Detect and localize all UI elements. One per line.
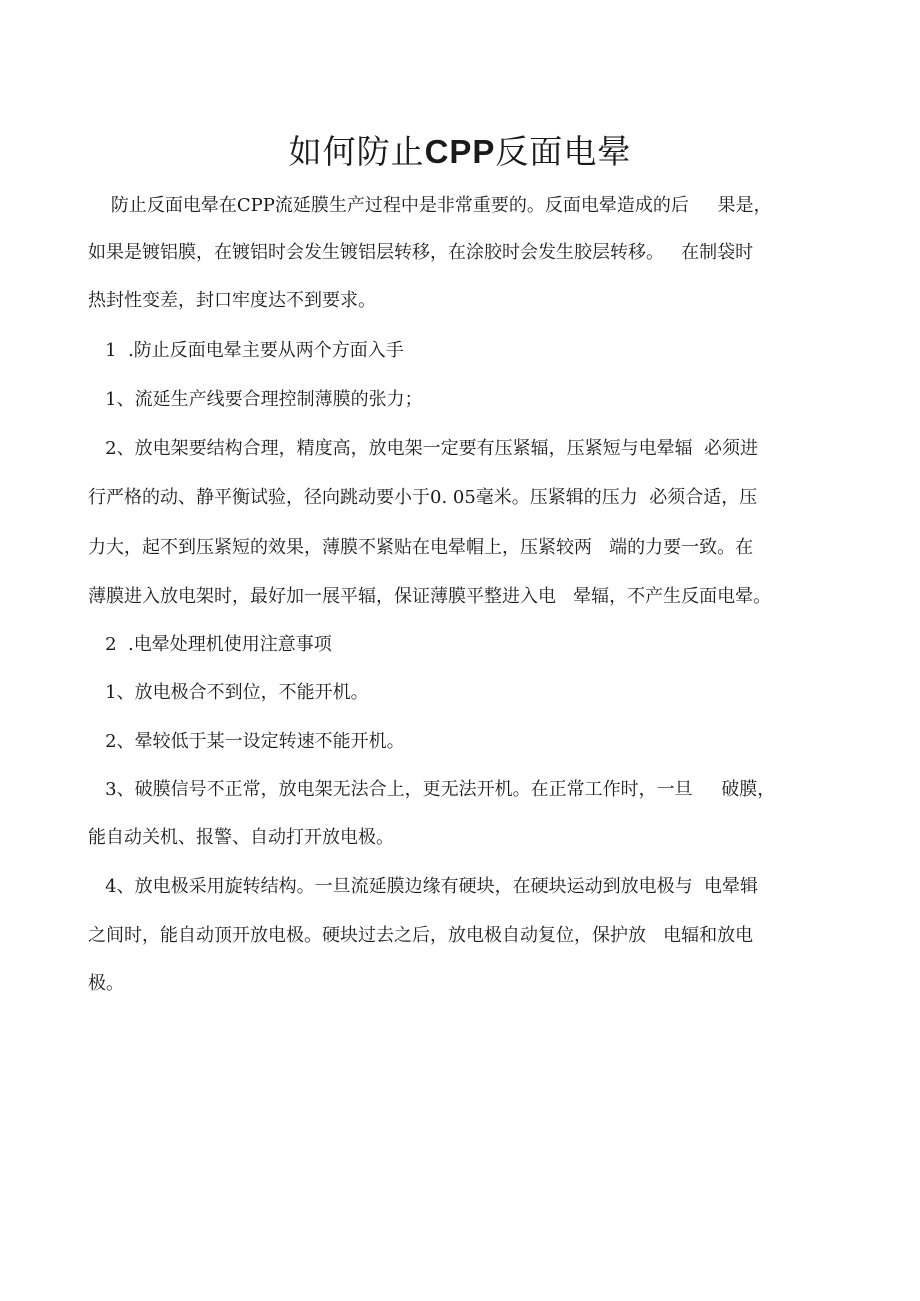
list-item-2-3-line-1: 3、破膜信号不正常，放电架无法合上，更无法开机。在正常工作时，一旦 破膜， xyxy=(88,779,776,800)
list-item-2-2: 2、晕较低于某一设定转速不能开机。 xyxy=(88,731,405,752)
list-item-2-1: 1、放电极合不到位，不能开机。 xyxy=(88,682,369,703)
list-item-2-4-line-2: 之间时，能自动顶开放电极。硬块过去之后，放电极自动复位，保护放 电辐和放电 xyxy=(88,925,754,946)
document-title xyxy=(0,126,920,173)
paragraph-intro-line-2: 如果是镀铝膜，在镀铝时会发生镀铝层转移，在涂胶时会发生胶层转移。 在制袋时 xyxy=(88,242,754,263)
section-heading-2: 2 .电晕处理机使用注意事项 xyxy=(88,634,332,655)
list-item-1-2-line-1: 2、放电架要结构合理，精度高，放电架一定要有压紧辐，压紧短与电晕辐 必须进 xyxy=(88,438,759,459)
list-item-1-1: 1、流延生产线要合理控制薄膜的张力； xyxy=(88,389,423,410)
title-part-en: CPP xyxy=(424,133,496,170)
title-part-2: 反面电晕 xyxy=(495,132,632,171)
title-part-1: 如何防止 xyxy=(288,132,425,171)
section-heading-1: 1 .防止反面电晕主要从两个方面入手 xyxy=(88,340,404,361)
list-item-1-2-line-4: 薄膜进入放电架时，最好加一展平辐，保证薄膜平整进入电 晕辐，不产生反面电晕。 xyxy=(88,586,772,607)
list-item-2-3-line-2: 能自动关机、报警、自动打开放电极。 xyxy=(88,827,394,848)
list-item-1-2-line-3: 力大，起不到压紧短的效果，薄膜不紧贴在电晕帽上，压紧较两 端的力要一致。在 xyxy=(88,537,754,558)
list-item-2-4-line-3: 极。 xyxy=(88,973,124,994)
paragraph-intro-line-1: 防止反面电晕在CPP流延膜生产过程中是非常重要的。反面电晕造成的后 果是， xyxy=(88,195,772,216)
list-item-1-2-line-2: 行严格的动、静平衡试验，径向跳动要小于0. 05毫米。压紧辑的压力 必须合适，压 xyxy=(88,487,758,508)
paragraph-intro-line-3: 热封性变差，封口牢度达不到要求。 xyxy=(88,290,376,311)
list-item-2-4-line-1: 4、放电极采用旋转结构。一旦流延膜边缘有硬块，在硬块运动到放电极与 电晕辑 xyxy=(88,876,759,897)
